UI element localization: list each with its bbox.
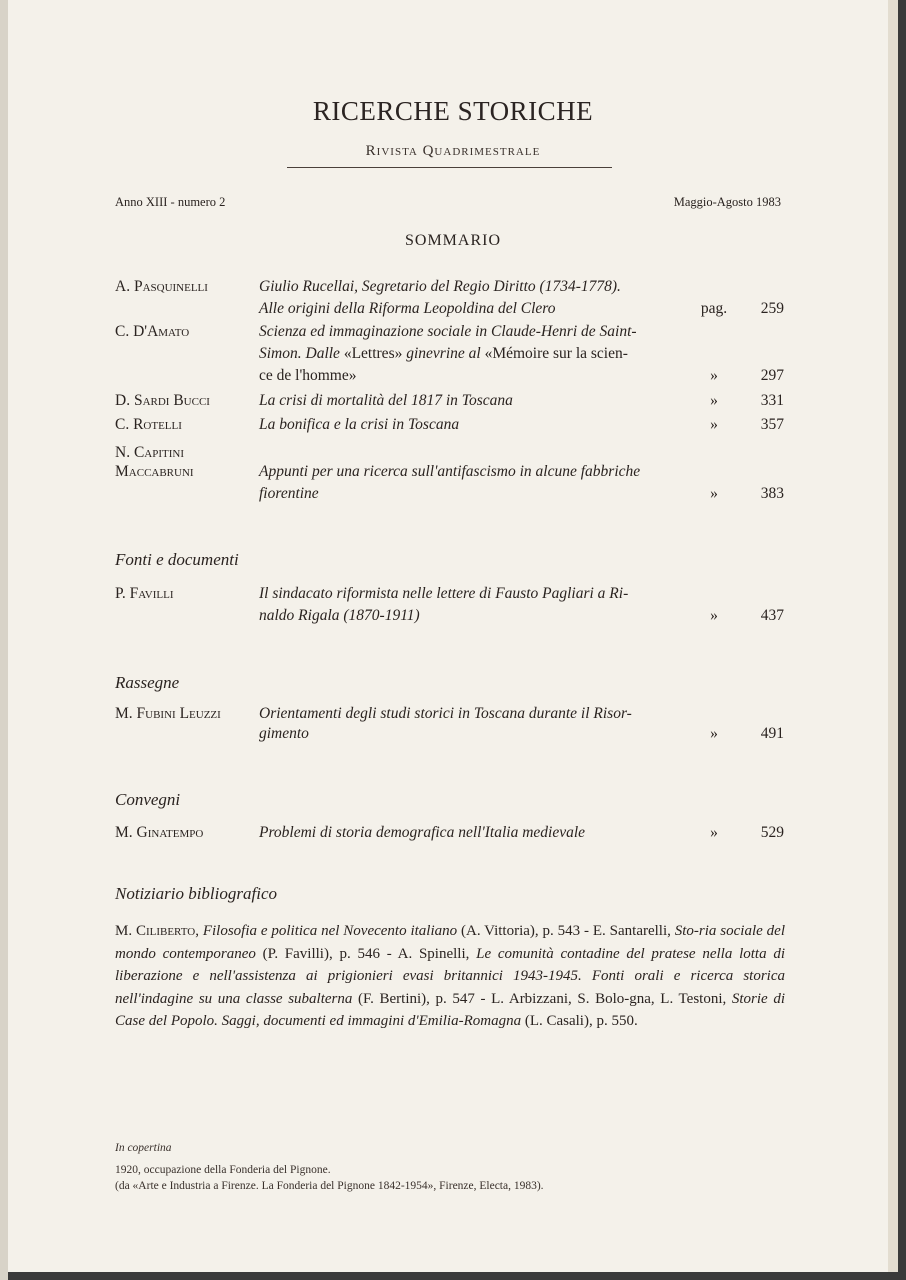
entry-title-line: Orientamenti degli studi storici in Toscana durante il Risor- bbox=[259, 705, 632, 722]
entry-title-part: Simon. Dalle bbox=[259, 345, 344, 362]
entry-title-part: «Lettres» bbox=[343, 345, 403, 362]
page-label: » bbox=[710, 367, 718, 384]
entry-title-line: Appunti per una ricerca sull'antifascismo in alcune fabbriche bbox=[259, 463, 641, 480]
section-heading: Rassegne bbox=[115, 673, 180, 692]
entry-author: C. Rotelli bbox=[115, 416, 182, 433]
entry-title-part: «Mémoire sur la scien- bbox=[484, 345, 628, 362]
title-rule bbox=[287, 167, 612, 168]
section-heading: Notiziario bibliografico bbox=[115, 884, 277, 903]
page-label: » bbox=[710, 607, 718, 624]
page-number: 297 bbox=[760, 367, 784, 384]
page-number: 491 bbox=[760, 725, 784, 742]
page-number: 357 bbox=[760, 416, 784, 433]
document-page bbox=[8, 0, 898, 1272]
biblio-part: (L. Casali), p. 550. bbox=[521, 1013, 638, 1029]
section-heading: Convegni bbox=[115, 790, 181, 809]
biblio-part: Le comunità contadine del pratese nella lotta di liberazione e nell'assistenza ai prigionieri evasi britannici 1943-1945. Fonti orali e ricerca storica nell'indagine su una classe subalterna bbox=[115, 945, 785, 1007]
contents-heading: SOMMARIO bbox=[404, 232, 501, 249]
page-edge bbox=[0, 0, 8, 1280]
entry-title-line: gimento bbox=[259, 725, 309, 742]
biblio-part: (A. Vittoria), p. 543 - E. Santarelli, bbox=[457, 923, 675, 939]
biblio-part: Filosofia e politica nel Novecento italiano bbox=[202, 923, 458, 939]
cover-line: (da «Arte e Industria a Firenze. La Fonderia del Pignone 1842-1954», Firenze, Electa, 1983). bbox=[115, 1180, 544, 1192]
entry-author: Maccabruni bbox=[115, 463, 194, 480]
entry-title-line: Alle origini della Riforma Leopoldina del Clero bbox=[259, 300, 556, 317]
entry-author: C. D'Amato bbox=[115, 323, 190, 340]
section-heading: Fonti e documenti bbox=[115, 550, 239, 569]
page-number: 437 bbox=[760, 607, 784, 624]
page-label: » bbox=[710, 392, 718, 409]
issue-number: Anno XIII - numero 2 bbox=[115, 195, 226, 209]
page-label: » bbox=[710, 824, 718, 841]
issue-date: Maggio-Agosto 1983 bbox=[673, 195, 781, 209]
entry-title-line: La crisi di mortalità del 1817 in Toscana bbox=[259, 392, 513, 409]
page-number: 259 bbox=[760, 300, 784, 317]
entry-author: M. Ginatempo bbox=[115, 824, 204, 841]
page-label: » bbox=[710, 485, 718, 502]
bibliography-paragraph bbox=[115, 920, 785, 1033]
cover-line: 1920, occupazione della Fonderia del Pignone. bbox=[115, 1164, 331, 1176]
journal-subtitle: Rivista Quadrimestrale bbox=[365, 143, 541, 159]
page-label: » bbox=[710, 725, 718, 742]
cover-label: In copertina bbox=[115, 1142, 172, 1154]
biblio-part: , bbox=[195, 923, 203, 939]
entry-title-line: Scienza ed immaginazione sociale in Claude-Henri de Saint- bbox=[259, 323, 637, 340]
page-number: 383 bbox=[760, 485, 784, 502]
page-label: pag. bbox=[700, 300, 728, 317]
page-label: » bbox=[710, 416, 718, 433]
entry-author: D. Sardi Bucci bbox=[115, 392, 210, 409]
entry-title-line: fiorentine bbox=[259, 485, 319, 502]
biblio-part: Storie di Case del Popolo. Saggi, documenti ed immagini d'Emilia-Romagna bbox=[115, 990, 785, 1029]
biblio-part: M. Ciliberto bbox=[115, 923, 196, 939]
entry-title-line: La bonifica e la crisi in Toscana bbox=[259, 416, 460, 433]
entry-author: P. Favilli bbox=[115, 585, 174, 602]
page-number: 529 bbox=[760, 824, 784, 841]
entry-title-line bbox=[259, 343, 669, 366]
biblio-part: (F. Bertini), p. 547 - L. Arbizzani, S. Bolo-gna, L. Testoni, bbox=[352, 990, 732, 1007]
entry-title-line: Il sindacato riformista nelle lettere di Fausto Pagliari a Ri- bbox=[259, 585, 629, 602]
entry-author: A. Pasquinelli bbox=[115, 278, 208, 295]
entry-title-part: ginevrine al bbox=[402, 345, 485, 362]
entry-author: M. Fubini Leuzzi bbox=[115, 705, 221, 722]
biblio-part: Sto-ria sociale del mondo contemporaneo bbox=[115, 923, 785, 962]
entry-author: N. Capitini bbox=[115, 444, 184, 461]
entry-title-line: Giulio Rucellai, Segretario del Regio Diritto (1734-1778). bbox=[259, 278, 621, 295]
entry-title-line: naldo Rigala (1870-1911) bbox=[259, 607, 420, 624]
journal-title: RICERCHE STORICHE bbox=[312, 96, 594, 126]
cover-note bbox=[115, 1140, 544, 1194]
biblio-part: (P. Favilli), p. 546 - A. Spinelli, bbox=[255, 945, 477, 962]
page-number: 331 bbox=[760, 392, 784, 409]
entry-title-line: Problemi di storia demografica nell'Italia medievale bbox=[259, 824, 586, 841]
entry-title-line: ce de l'homme» bbox=[259, 367, 357, 384]
